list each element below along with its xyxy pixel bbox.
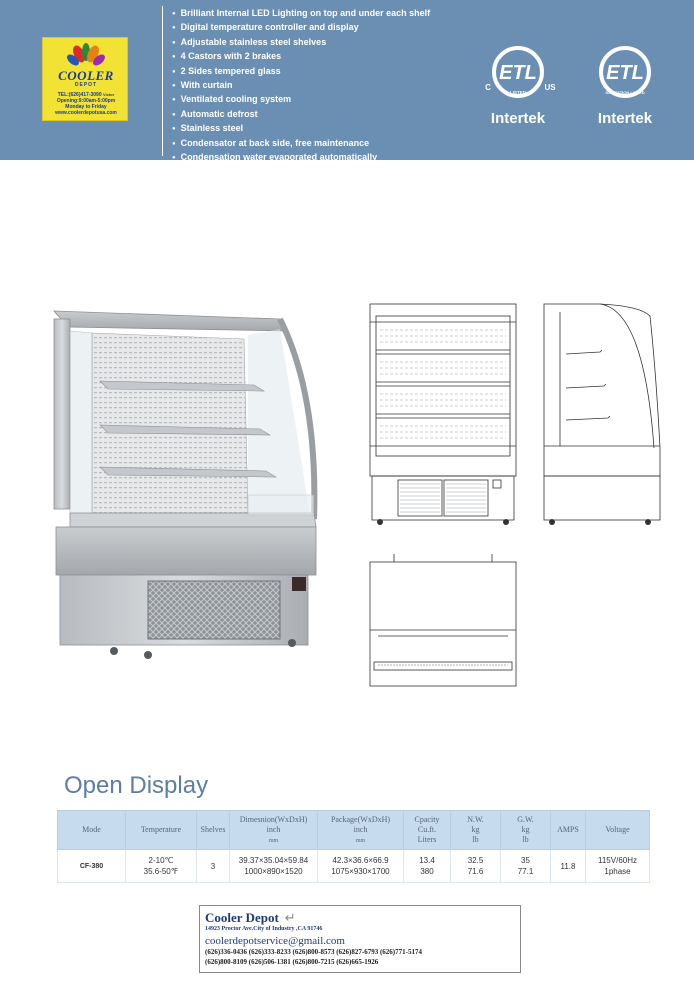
cell-net-weight: 32.5 71.6 [451,850,501,883]
contact-address: 14923 Proctor Ave.City of Industry ,CA 91746 [205,926,323,932]
cert-ring: SANITATION LISTED [605,90,645,95]
column-header-gross-weight: G.W. kg lb [501,811,551,850]
column-header-amps: AMPS [551,811,586,850]
feature-item: ● Condensation water evaporated automatically [172,150,430,164]
feature-item: ● With curtain [172,78,430,92]
page-title: Open Display [64,772,209,799]
cell-amps: 11.8 [551,850,586,883]
cell-dimension: 39.37×35.04×59.84 1000×890×1520 [230,850,318,883]
cell-model: CF-380 [58,850,126,883]
etl-sanitation-cert [585,40,665,130]
cell-voltage: 115V/60Hz 1phase [586,850,650,883]
logo-hours: Opening:9:00am-5:00pm [56,98,116,104]
contact-box [199,905,521,973]
feature-item: ● Ventilated cooling system [172,92,430,106]
product-photo [48,305,328,665]
header-banner [0,0,694,160]
header-divider [162,6,163,156]
cert-mark: ETL [499,62,537,84]
column-header-capacity: Cpacity Cu.ft. Liters [404,811,451,850]
cert-name: Intertek [490,110,546,127]
column-header-mode: Mode [58,811,126,850]
table-row [58,850,650,883]
logo-name: COOLER [58,68,114,83]
feature-item: ● Brilliant Internal LED Lighting on top and under each shelf [172,6,430,20]
logo-tel: TEL:(626)417-3090 Victor [57,92,115,98]
cert-name: Intertek [597,110,653,127]
cooler-depot-logo [42,37,128,121]
etl-listed-icon [478,40,558,110]
feature-list [172,6,430,164]
feature-item: ● Condensator at back side, free maintenance [172,136,430,150]
cell-capacity: 13.4 380 [404,850,451,883]
side-view-drawing [540,302,666,528]
cert-mark: ETL [606,62,644,84]
feature-item: ● 4 Castors with 2 brakes [172,49,430,63]
logo-sub: DEPOT [74,82,98,88]
cell-shelves: 3 [197,850,230,883]
top-view-drawing [368,552,518,688]
logo-days: Monday to Friday [65,104,107,110]
contact-phones-line2: (626)800-8109 (626)506-1381 (626)800-7215 (626)665-1926 [205,958,379,966]
contact-email[interactable]: coolerdepotservice@gmail.com [205,935,345,947]
column-header-voltage: Voltage [586,811,650,850]
logo-website: www.coolerdepotusa.com [55,110,117,116]
contact-name: Cooler Depot ↵ [205,910,296,925]
feature-item: ● Stainless steel [172,121,430,135]
contact-phones-line1: (626)336-0436 (626)333-8233 (626)800-8573 (626)827-6793 (626)771-5174 [205,948,422,956]
feature-item: ● 2 Sides tempered glass [172,64,430,78]
column-header-temperature: Temperature [126,811,197,850]
table-header-row [58,811,650,850]
column-header-package: Package(WxDxH) inch mm [318,811,404,850]
cert-ring: LISTED [509,90,527,95]
cell-package: 42.3×36.6×66.9 1075×930×1700 [318,850,404,883]
column-header-shelves: Shelves [197,811,230,850]
etl-sanitation-icon [585,40,665,110]
etl-listed-cert [478,40,558,130]
cell-temperature: 2-10℃ 35.6-50℉ [126,850,197,883]
cert-right: US [544,83,556,92]
feature-item: ● Adjustable stainless steel shelves [172,35,430,49]
cell-gross-weight: 35 77.1 [501,850,551,883]
column-header-net-weight: N.W. kg lb [451,811,501,850]
column-header-dimension: Dimesnion(WxDxH) inch mm [230,811,318,850]
front-view-drawing [368,302,518,528]
specs-table [57,810,650,883]
feature-item: ● Digital temperature controller and display [172,20,430,34]
cert-left: C [485,83,491,92]
feature-item: ● Automatic defrost [172,107,430,121]
